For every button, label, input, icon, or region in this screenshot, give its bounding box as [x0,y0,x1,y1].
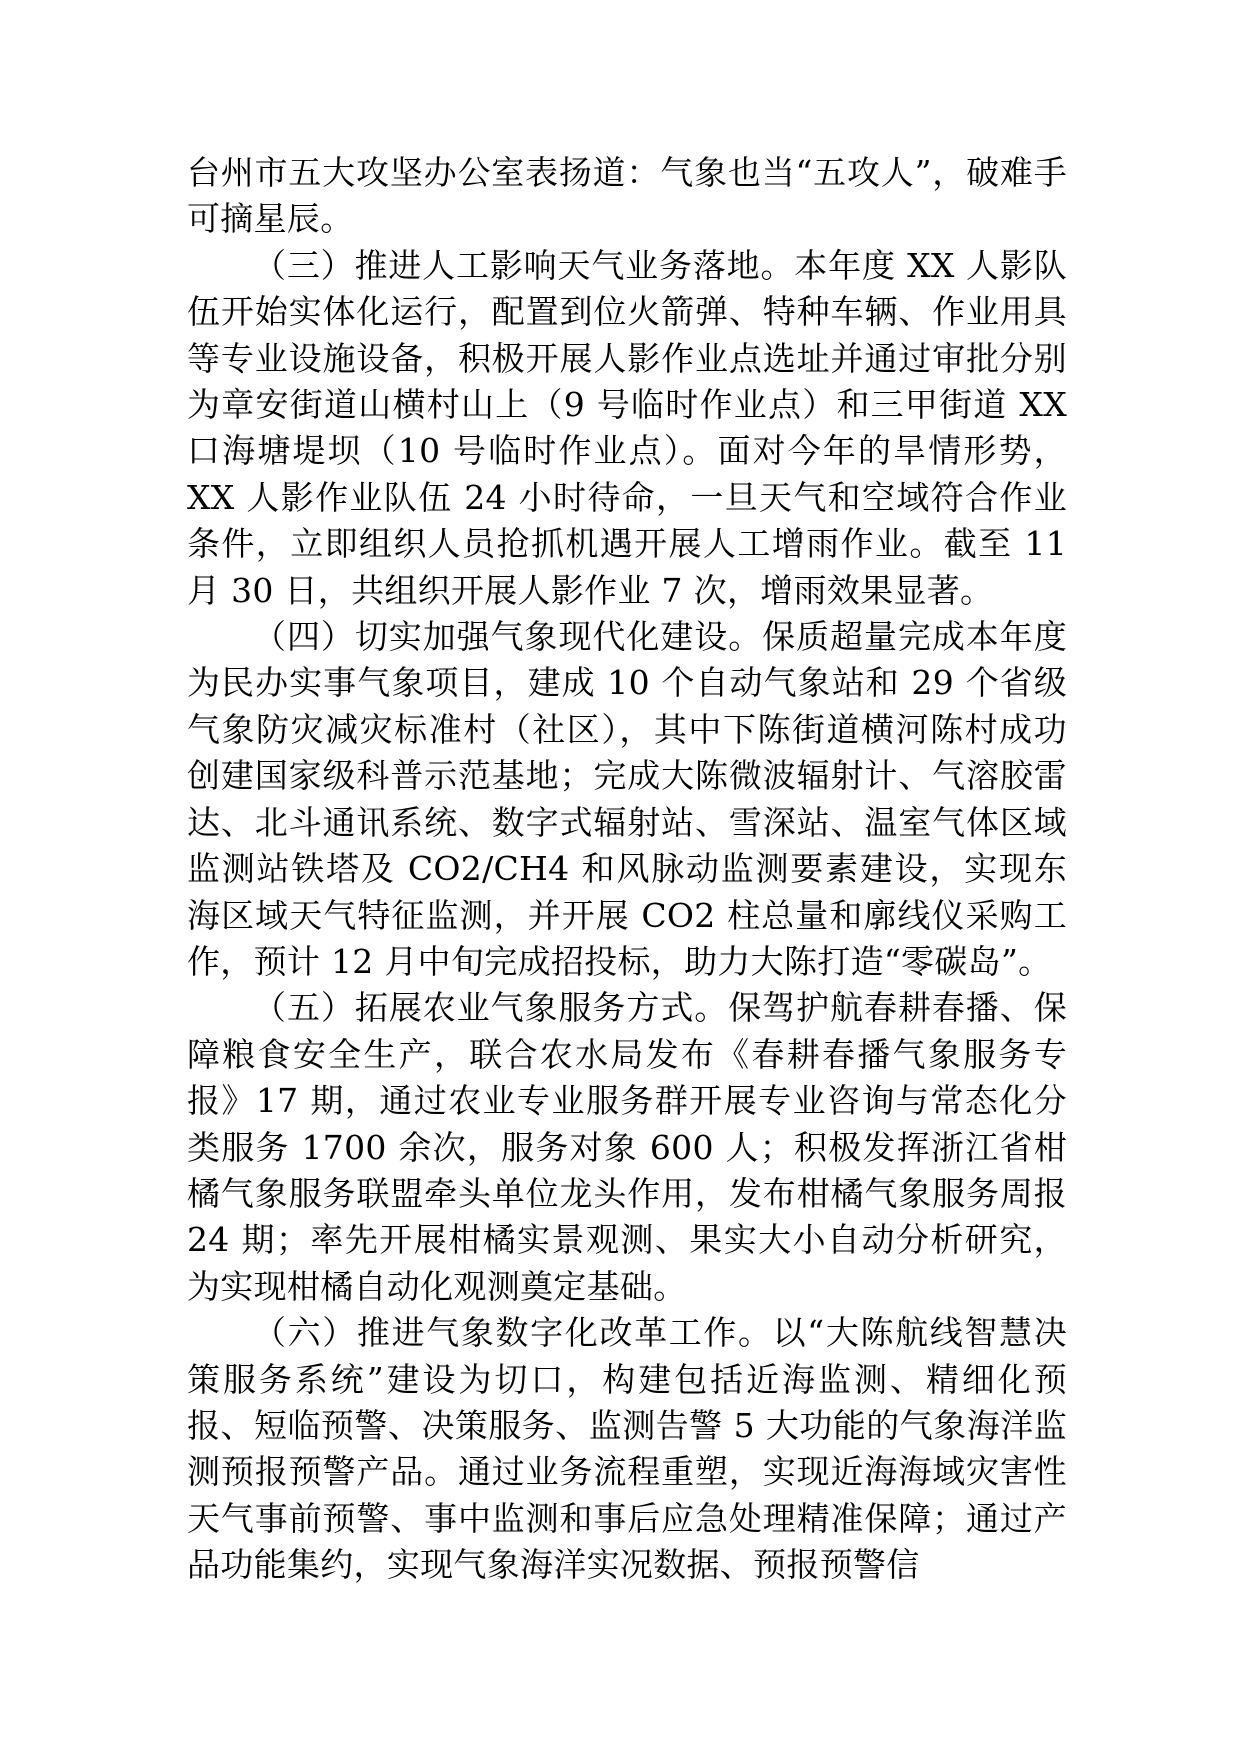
paragraph-continuation: 台州市五大攻坚办公室表扬道：气象也当“五攻人”，破难手可摘星辰。 [187,153,1067,239]
paragraph-digital-reform: （六）推进气象数字化改革工作。以“大陈航线智慧决策服务系统”建设为切口，构建包括近海监测、精细化预报、短临预警、决策服务、监测告警 5 大功能的气象海洋监测预报预警产品。通过业务流程重塑，实现近海海域灾害性天气事前预警、事中监测和事后应急处理精准保障；通过产品功能集约，实现气象海洋实况数据、预报预警信 [187,1313,1067,1585]
document-body [187,150,1067,1589]
paragraph-weather-modification: （三）推进人工影响天气业务落地。本年度 XX 人影队伍开始实体化运行，配置到位火箭弹、特种车辆、作业用具等专业设施设备，积极开展人影作业点选址并通过审批分别为章安街道山横村山上（9 号临时作业点）和三甲街道 XX 口海塘堤坝（10 号临时作业点）。面对今年的旱情形势，XX 人影作业队伍 24 小时待命，一旦天气和空域符合作业条件，立即组织人员抢抓机遇开展人工增雨作业。截至 11 月 30 日，共组织开展人影作业 7 次，增雨效果显著。 [187,245,1067,610]
paragraph-modernization: （四）切实加强气象现代化建设。保质超量完成本年度为民办实事气象项目，建成 10 个自动气象站和 29 个省级气象防灾减灾标准村（社区），其中下陈街道横河陈村成功创建国家级科普示范基地；完成大陈微波辐射计、气溶胶雷达、北斗通讯系统、数字式辐射站、雪深站、温室气体区域监测站铁塔及 CO2/CH4 和风脉动监测要素建设，实现东海区域天气特征监测，并开展 CO2 柱总量和廓线仪采购工作，预计 12 月中旬完成招投标，助力大陈打造“零碳岛”。 [187,617,1067,981]
paragraph-agriculture-service: （五）拓展农业气象服务方式。保驾护航春耕春播、保障粮食安全生产，联合农水局发布《春耕春播气象服务专报》17 期，通过农业专业服务群开展专业咨询与常态化分类服务 1700 余次，服务对象 600 人；积极发挥浙江省柑橘气象服务联盟牵头单位龙头作用，发布柑橘气象服务周报 24 期；率先开展柑橘实景观测、果实大小自动分析研究，为实现柑橘自动化观测奠定基础。 [187,988,1067,1306]
